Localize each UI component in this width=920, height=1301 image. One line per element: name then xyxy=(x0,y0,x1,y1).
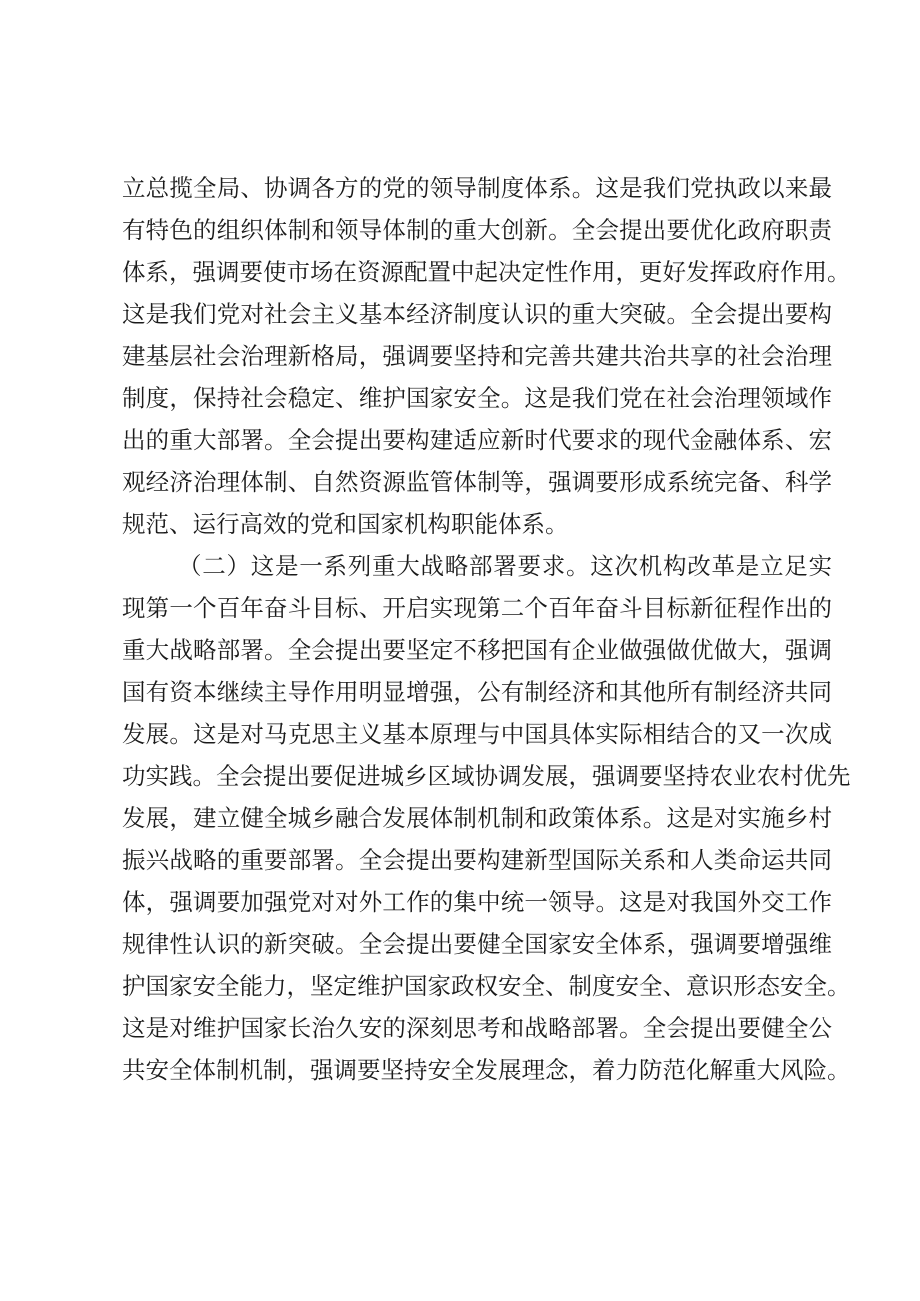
text-line: 制度，保持社会稳定、维护国家安全。这是我们党在社会治理领域作 xyxy=(122,384,832,412)
text-line: 出的重大部署。全会提出要构建适应新时代要求的现代金融体系、宏 xyxy=(122,426,832,454)
text-line: 观经济治理体制、自然资源监管体制等，强调要形成系统完备、科学 xyxy=(122,468,832,496)
text-line: 立总揽全局、协调各方的党的领导制度体系。这是我们党执政以来最 xyxy=(122,174,832,202)
text-line: 护国家安全能力，坚定维护国家政权安全、制度安全、意识形态安全。 xyxy=(122,972,851,1000)
text-line: 规律性认识的新突破。全会提出要健全国家安全体系，强调要增强维 xyxy=(122,930,832,958)
text-line: 体，强调要加强党对对外工作的集中统一领导。这是对我国外交工作 xyxy=(122,888,832,916)
text-line: 体系，强调要使市场在资源配置中起决定性作用，更好发挥政府作用。 xyxy=(122,258,851,286)
text-line: 建基层社会治理新格局，强调要坚持和完善共建共治共享的社会治理 xyxy=(122,342,832,370)
text-line: 现第一个百年奋斗目标、开启实现第二个百年奋斗目标新征程作出的 xyxy=(122,594,832,622)
text-line: 共安全体制机制，强调要坚持安全发展理念，着力防范化解重大风险。 xyxy=(122,1056,851,1084)
text-line: 这是对维护国家长治久安的深刻思考和战略部署。全会提出要健全公 xyxy=(122,1014,832,1042)
text-line: 发展，建立健全城乡融合发展体制机制和政策体系。这是对实施乡村 xyxy=(122,804,832,832)
text-line: 重大战略部署。全会提出要坚定不移把国有企业做强做优做大，强调 xyxy=(122,636,832,664)
text-line: 发展。这是对马克思主义基本原理与中国具体实际相结合的又一次成 xyxy=(122,720,832,748)
section-heading-line: （二）这是一系列重大战略部署要求。这次机构改革是立足实 xyxy=(178,552,832,580)
text-line: 功实践。全会提出要促进城乡区域协调发展，强调要坚持农业农村优先 xyxy=(122,762,851,790)
text-line: 这是我们党对社会主义基本经济制度认识的重大突破。全会提出要构 xyxy=(122,300,832,328)
text-line: 振兴战略的重要部署。全会提出要构建新型国际关系和人类命运共同 xyxy=(122,846,832,874)
text-line: 国有资本继续主导作用明显增强，公有制经济和其他所有制经济共同 xyxy=(122,678,832,706)
text-line: 规范、运行高效的党和国家机构职能体系。 xyxy=(122,510,569,538)
text-line: 有特色的组织体制和领导体制的重大创新。全会提出要优化政府职责 xyxy=(122,216,832,244)
